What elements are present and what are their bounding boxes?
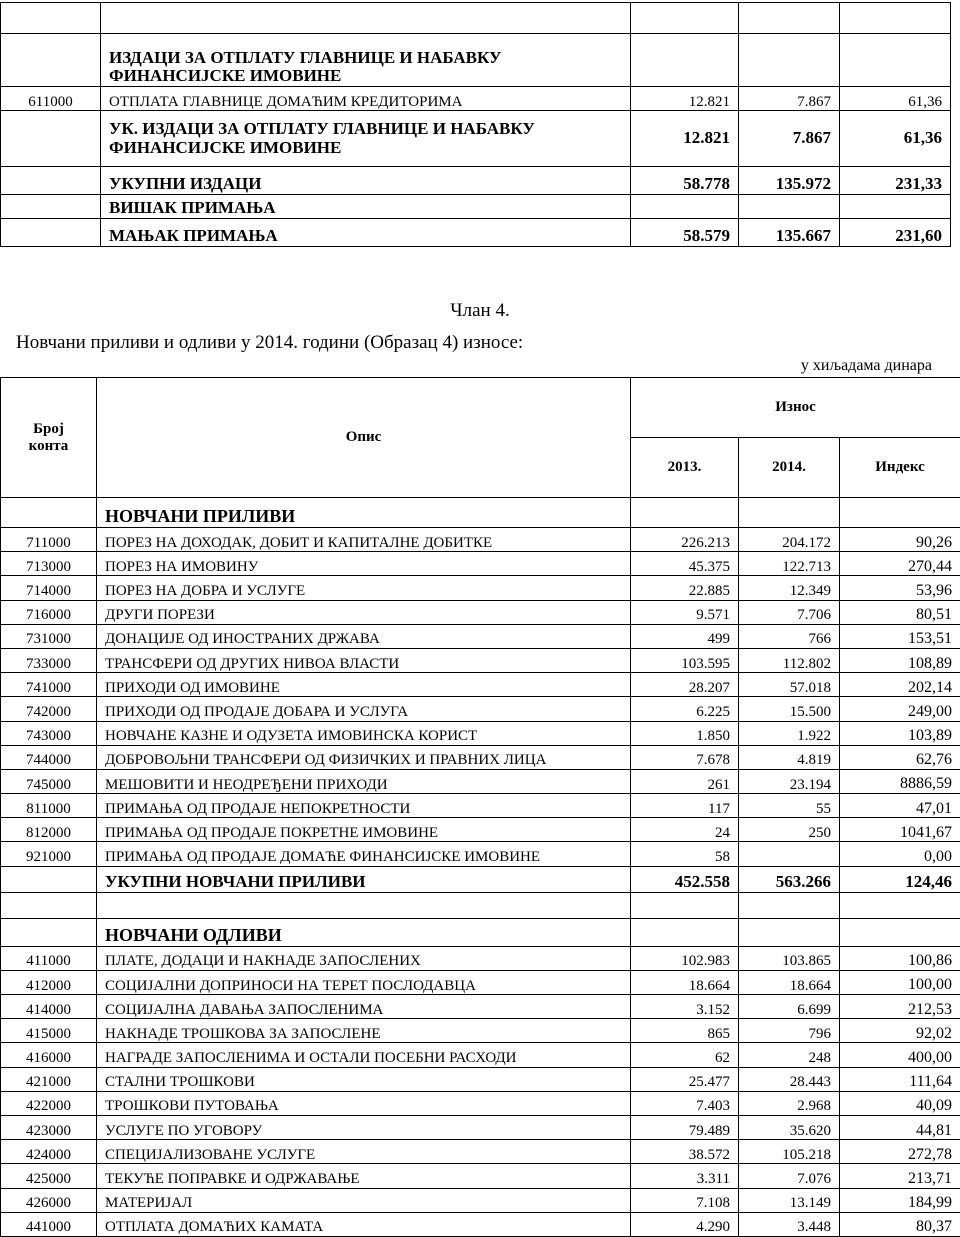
account-description: ДОБРОВОЉНИ ТРАНСФЕРИ ОД ФИЗИЧКИХ И ПРАВНИХ ЛИЦА [97, 745, 631, 769]
amount-2013: 102.983 [631, 946, 739, 970]
index-value: 231,33 [840, 167, 951, 195]
empty-cell [1, 918, 97, 946]
table-row [1, 794, 960, 818]
amount-2014: 135.667 [739, 219, 840, 247]
account-description: СПЕЦИЈАЛИЗОВАНЕ УСЛУГЕ [97, 1140, 631, 1164]
account-description: ТРОШКОВИ ПУТОВАЊА [97, 1091, 631, 1115]
amount-2013: 62 [631, 1043, 739, 1067]
account-code: 415000 [1, 1019, 97, 1043]
amount-2014: 57.018 [739, 673, 840, 697]
table-row [1, 552, 960, 576]
table-header-row-1 [1, 378, 960, 438]
amount-2014: 135.972 [739, 167, 840, 195]
account-description: ПРИМАЊА ОД ПРОДАЈЕ ДОМАЋЕ ФИНАНСИЈСКЕ ИМОВИНЕ [97, 842, 631, 866]
article-number: Члан 4. [0, 300, 960, 322]
account-description: ОТПЛАТА ДОМАЋИХ КАМАТА [97, 1212, 631, 1236]
account-description: ПЛАТЕ, ДОДАЦИ И НАКНАДЕ ЗАПОСЛЕНИХ [97, 946, 631, 970]
table-row [1, 600, 960, 624]
amount-2013: 58.778 [631, 167, 739, 195]
total-repayment-label: УК. ИЗДАЦИ ЗА ОТПЛАТУ ГЛАВНИЦЕ И НАБАВКУ ФИНАНСИЈСКЕ ИМОВИНЕ [101, 111, 631, 167]
surplus-row [1, 195, 951, 219]
blank-row [1, 892, 960, 918]
year-2013-header: 2013. [631, 438, 739, 498]
amount-2013: 117 [631, 794, 739, 818]
article-intro-text: Новчани приливи и одливи у 2014. години (Образац 4) износе: [16, 332, 523, 354]
index-value: 100,86 [840, 946, 960, 970]
amount-2014: 1.922 [739, 721, 840, 745]
account-description: ПРИМАЊА ОД ПРОДАЈЕ НЕПОКРЕТНОСТИ [97, 794, 631, 818]
table-row [1, 1091, 960, 1115]
account-column-header: Број конта [1, 378, 97, 498]
index-value: 270,44 [840, 552, 960, 576]
empty-cell [840, 918, 960, 946]
index-value: 249,00 [840, 697, 960, 721]
account-code: 426000 [1, 1188, 97, 1212]
account-code: 742000 [1, 697, 97, 721]
table-row [1, 87, 951, 111]
table-row [1, 528, 960, 552]
index-value: 44,81 [840, 1115, 960, 1139]
account-code: 713000 [1, 552, 97, 576]
amount-2013: 261 [631, 769, 739, 793]
table-row [1, 818, 960, 842]
table-row [1, 970, 960, 994]
account-code: 741000 [1, 673, 97, 697]
amount-column-header: Износ [631, 378, 960, 438]
amount-2013: 7.678 [631, 745, 739, 769]
account-code: 711000 [1, 528, 97, 552]
amount-2014 [739, 842, 840, 866]
index-value: 400,00 [840, 1043, 960, 1067]
table-row [1, 1212, 960, 1236]
amount-2014: 13.149 [739, 1188, 840, 1212]
account-description: ТРАНСФЕРИ ОД ДРУГИХ НИВОА ВЛАСТИ [97, 648, 631, 672]
account-code: 423000 [1, 1115, 97, 1139]
account-code: 811000 [1, 794, 97, 818]
amount-2013: 45.375 [631, 552, 739, 576]
blank-row [1, 3, 951, 34]
table-row [1, 769, 960, 793]
amount-2014: 12.349 [739, 576, 840, 600]
table-row [1, 1140, 960, 1164]
year-2014-header: 2014. [739, 438, 840, 498]
account-code: 441000 [1, 1212, 97, 1236]
index-value: 61,36 [840, 111, 951, 167]
amount-2013: 28.207 [631, 673, 739, 697]
amount-2014: 6.699 [739, 995, 840, 1019]
empty-cell [97, 892, 631, 918]
total-expenses-row [1, 167, 951, 195]
surplus-label: ВИШАК ПРИМАЊА [101, 195, 631, 219]
amount-2013: 3.311 [631, 1164, 739, 1188]
index-value: 272,78 [840, 1140, 960, 1164]
account-description: ДРУГИ ПОРЕЗИ [97, 600, 631, 624]
account-code: 422000 [1, 1091, 97, 1115]
account-description: НОВЧАНЕ КАЗНЕ И ОДУЗЕТА ИМОВИНСКА КОРИСТ [97, 721, 631, 745]
account-code: 416000 [1, 1043, 97, 1067]
index-value: 61,36 [840, 87, 951, 111]
inflows-total-label: УКУПНИ НОВЧАНИ ПРИЛИВИ [97, 866, 631, 892]
amount-2013: 9.571 [631, 600, 739, 624]
table-row [1, 697, 960, 721]
account-code: 733000 [1, 648, 97, 672]
section-heading-row [1, 34, 951, 87]
empty-cell [1, 892, 97, 918]
amount-2014: 250 [739, 818, 840, 842]
amount-2014: 796 [739, 1019, 840, 1043]
table-row [1, 745, 960, 769]
index-value: 92,02 [840, 1019, 960, 1043]
amount-2014: 112.802 [739, 648, 840, 672]
account-code: 414000 [1, 995, 97, 1019]
amount-2014: 204.172 [739, 528, 840, 552]
account-description: МАТЕРИЈАЛ [97, 1188, 631, 1212]
amount-2014: 4.819 [739, 745, 840, 769]
amount-2014: 7.867 [739, 111, 840, 167]
index-value: 53,96 [840, 576, 960, 600]
index-value: 184,99 [840, 1188, 960, 1212]
table-row [1, 1164, 960, 1188]
amount-2013: 12.821 [631, 87, 739, 111]
amount-2013: 865 [631, 1019, 739, 1043]
account-code: 812000 [1, 818, 97, 842]
account-code: 411000 [1, 946, 97, 970]
description-column-header: Опис [97, 378, 631, 498]
amount-2014: 7.706 [739, 600, 840, 624]
amount-2013: 18.664 [631, 970, 739, 994]
account-code: 421000 [1, 1067, 97, 1091]
amount-2013: 3.152 [631, 995, 739, 1019]
table-row [1, 1188, 960, 1212]
amount-2014: 103.865 [739, 946, 840, 970]
index-value: 80,51 [840, 600, 960, 624]
total-expenses-label: УКУПНИ ИЗДАЦИ [101, 167, 631, 195]
table-row [1, 673, 960, 697]
amount-2014: 55 [739, 794, 840, 818]
index-value: 212,53 [840, 995, 960, 1019]
amount-2014: 2.968 [739, 1091, 840, 1115]
amount-2013: 7.108 [631, 1188, 739, 1212]
amount-2014: 7.076 [739, 1164, 840, 1188]
account-code: 745000 [1, 769, 97, 793]
account-description: ПОРЕЗ НА ИМОВИНУ [97, 552, 631, 576]
table-row [1, 1067, 960, 1091]
table-row [1, 624, 960, 648]
table-row [1, 648, 960, 672]
inflows-section-row [1, 498, 960, 528]
index-value: 40,09 [840, 1091, 960, 1115]
table-row [1, 995, 960, 1019]
table-row [1, 946, 960, 970]
index-value: 108,89 [840, 648, 960, 672]
index-value: 213,71 [840, 1164, 960, 1188]
account-description: ПОРЕЗ НА ДОБРА И УСЛУГЕ [97, 576, 631, 600]
account-code: 424000 [1, 1140, 97, 1164]
deficit-row [1, 219, 951, 247]
cash-flows-table [0, 377, 960, 1237]
table-row [1, 721, 960, 745]
amount-2013: 22.885 [631, 576, 739, 600]
account-description: ПРИХОДИ ОД ИМОВИНЕ [97, 673, 631, 697]
total-repayment-row [1, 111, 951, 167]
amount-2013: 25.477 [631, 1067, 739, 1091]
empty-cell [739, 918, 840, 946]
amount-2013: 58.579 [631, 219, 739, 247]
account-description: ОТПЛАТА ГЛАВНИЦЕ ДОМАЋИМ КРЕДИТОРИМА [101, 87, 631, 111]
empty-cell [739, 892, 840, 918]
unit-label: у хиљадама динара [801, 357, 932, 375]
inflows-title: НОВЧАНИ ПРИЛИВИ [97, 498, 631, 528]
empty-cell [1, 866, 97, 892]
account-description: ТЕКУЋЕ ПОПРАВКЕ И ОДРЖАВАЊЕ [97, 1164, 631, 1188]
amount-2013: 452.558 [631, 866, 739, 892]
index-value: 100,00 [840, 970, 960, 994]
empty-cell [840, 892, 960, 918]
account-code: 716000 [1, 600, 97, 624]
index-value: 231,60 [840, 219, 951, 247]
outflows-title: НОВЧАНИ ОДЛИВИ [97, 918, 631, 946]
account-code: 425000 [1, 1164, 97, 1188]
amount-2014: 248 [739, 1043, 840, 1067]
amount-2013: 38.572 [631, 1140, 739, 1164]
amount-2013: 226.213 [631, 528, 739, 552]
account-description: ПРИХОДИ ОД ПРОДАЈЕ ДОБАРА И УСЛУГА [97, 697, 631, 721]
index-value: 124,46 [840, 866, 960, 892]
account-description: СОЦИЈАЛНА ДАВАЊА ЗАПОСЛЕНИМА [97, 995, 631, 1019]
amount-2013: 12.821 [631, 111, 739, 167]
index-value: 90,26 [840, 528, 960, 552]
account-description: ПРИМАЊА ОД ПРОДАЈЕ ПОКРЕТНЕ ИМОВИНЕ [97, 818, 631, 842]
amount-2013: 7.403 [631, 1091, 739, 1115]
index-value: 103,89 [840, 721, 960, 745]
amount-2013: 1.850 [631, 721, 739, 745]
account-code: 744000 [1, 745, 97, 769]
outflows-section-row [1, 918, 960, 946]
expenditure-summary-table [0, 2, 951, 247]
table-row [1, 576, 960, 600]
amount-2013: 6.225 [631, 697, 739, 721]
account-description: НАГРАДЕ ЗАПОСЛЕНИМА И ОСТАЛИ ПОСЕБНИ РАСХОДИ [97, 1043, 631, 1067]
amount-2013: 79.489 [631, 1115, 739, 1139]
account-code: 611000 [1, 87, 101, 111]
index-value: 8886,59 [840, 769, 960, 793]
section-heading: ИЗДАЦИ ЗА ОТПЛАТУ ГЛАВНИЦЕ И НАБАВКУ ФИНАНСИЈСКЕ ИМОВИНЕ [101, 34, 631, 87]
account-description: НАКНАДЕ ТРОШКОВА ЗА ЗАПОСЛЕНЕ [97, 1019, 631, 1043]
table-row [1, 1019, 960, 1043]
amount-2014: 3.448 [739, 1212, 840, 1236]
amount-2013: 4.290 [631, 1212, 739, 1236]
table-row [1, 842, 960, 866]
index-value: 202,14 [840, 673, 960, 697]
account-description: ПОРЕЗ НА ДОХОДАК, ДОБИТ И КАПИТАЛНЕ ДОБИТКЕ [97, 528, 631, 552]
account-code: 731000 [1, 624, 97, 648]
empty-cell [631, 892, 739, 918]
empty-cell [631, 918, 739, 946]
account-description: МЕШОВИТИ И НЕОДРЕЂЕНИ ПРИХОДИ [97, 769, 631, 793]
account-description: СОЦИЈАЛНИ ДОПРИНОСИ НА ТЕРЕТ ПОСЛОДАВЦА [97, 970, 631, 994]
index-value: 62,76 [840, 745, 960, 769]
amount-2014: 122.713 [739, 552, 840, 576]
account-code: 743000 [1, 721, 97, 745]
account-code: 714000 [1, 576, 97, 600]
amount-2014: 766 [739, 624, 840, 648]
deficit-label: МАЊАК ПРИМАЊА [101, 219, 631, 247]
account-description: СТАЛНИ ТРОШКОВИ [97, 1067, 631, 1091]
amount-2014: 28.443 [739, 1067, 840, 1091]
index-value: 1041,67 [840, 818, 960, 842]
amount-2014: 105.218 [739, 1140, 840, 1164]
index-value: 0,00 [840, 842, 960, 866]
index-value: 47,01 [840, 794, 960, 818]
amount-2013: 499 [631, 624, 739, 648]
account-code: 921000 [1, 842, 97, 866]
account-description: ДОНАЦИЈЕ ОД ИНОСТРАНИХ ДРЖАВА [97, 624, 631, 648]
account-description: УСЛУГЕ ПО УГОВОРУ [97, 1115, 631, 1139]
amount-2014: 35.620 [739, 1115, 840, 1139]
amount-2013: 103.595 [631, 648, 739, 672]
table-row [1, 1115, 960, 1139]
amount-2014: 23.194 [739, 769, 840, 793]
index-value: 153,51 [840, 624, 960, 648]
table-row [1, 1043, 960, 1067]
account-code: 412000 [1, 970, 97, 994]
inflows-total-row [1, 866, 960, 892]
amount-2014: 563.266 [739, 866, 840, 892]
amount-2014: 15.500 [739, 697, 840, 721]
index-value: 111,64 [840, 1067, 960, 1091]
amount-2014: 7.867 [739, 87, 840, 111]
amount-2013: 24 [631, 818, 739, 842]
amount-2014: 18.664 [739, 970, 840, 994]
index-header: Индекс [840, 438, 960, 498]
amount-2013: 58 [631, 842, 739, 866]
index-value: 80,37 [840, 1212, 960, 1236]
